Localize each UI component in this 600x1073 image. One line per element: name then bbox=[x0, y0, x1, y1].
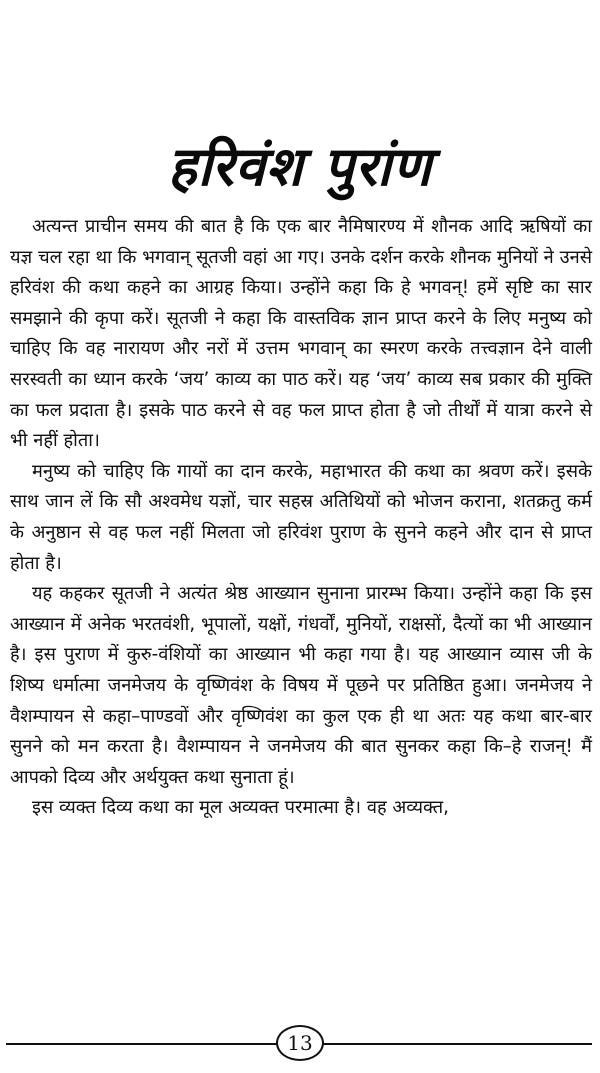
paragraph: अत्यन्त प्राचीन समय की बात है कि एक बार नैमिषारण्य में शौनक आदि ऋषियों का यज्ञ चल रहा था कि भगवान् सूतजी वहां आ गए। उनके दर्शन करके शौनक मुनियों ने उनसे हरिवंश की कथा कहने का आग्रह किया। उन्होंने कहा कि हे भगवन्! हमें सृष्टि का सार समझाने की कृपा करें। सूतजी ने कहा कि वास्तविक ज्ञान प्राप्त करने के लिए मनुष्य को चाहिए कि वह नारायण और नरों में उत्तम भगवान् का स्मरण करके तत्त्वज्ञान देने वाली सरस्वती का ध्यान करके ‘जय’ काव्य का पाठ करें। यह ‘जय’ काव्य सब प्रकार की मुक्ति का फल प्रदाता है। इसके पाठ करने से वह फल प्राप्त होता है जो तीर्थों में यात्रा करने से भी नहीं होता। bbox=[10, 216, 592, 452]
paragraph: मनुष्य को चाहिए कि गायों का दान करके, महाभारत की कथा का श्रवण करें। इसके साथ जान लें कि सौ अश्वमेध यज्ञों, चार सहस्र अतिथियों को भोजन कराना, शतक्रतु कर्म के अनुष्ठान से वह फल नहीं मिलता जो हरिवंश पुराण के सुनने कहने और दान से प्राप्त होता है। bbox=[10, 460, 592, 574]
footer-rule-left bbox=[6, 1043, 278, 1045]
footer-rule-right bbox=[322, 1043, 592, 1045]
paragraph: यह कहकर सूतजी ने अत्यंत श्रेष्ठ आख्यान सुनाना प्रारम्भ किया। उन्होंने कहा कि इस आख्यान में अनेक भरतवंशी, भूपालों, यक्षों, गंधर्वों, मुनियों, राक्षसों, दैत्यों का भी आख्यान है। इस पुराण में कुरु-वंशियों का आख्यान भी कहा गया है। यह आख्यान व्यास जी के शिष्य धर्मात्मा जनमेजय के वृष्णिवंश के विषय में पूछने पर प्रतिष्ठित हुआ। जनमेजय ने वैशम्पायन से कहा–पाण्डवों और वृष्णिवंश का कुल एक ही था अतः यह कथा बार-बार सुनने को मन करता है। वैशम्पायन ने जनमेजय की बात सुनकर कहा कि–हे राजन्! मैं आपको दिव्य और अर्थयुक्त कथा सुनाता हूं। bbox=[10, 583, 592, 788]
page-number: 13 bbox=[276, 1025, 324, 1061]
body-text bbox=[10, 212, 592, 824]
page-title: हरिवंश पुरांण bbox=[167, 135, 433, 198]
paragraph: इस व्यक्त दिव्य कथा का मूल अव्यक्त परमात्मा है। वह अव्यक्त, bbox=[32, 797, 449, 819]
